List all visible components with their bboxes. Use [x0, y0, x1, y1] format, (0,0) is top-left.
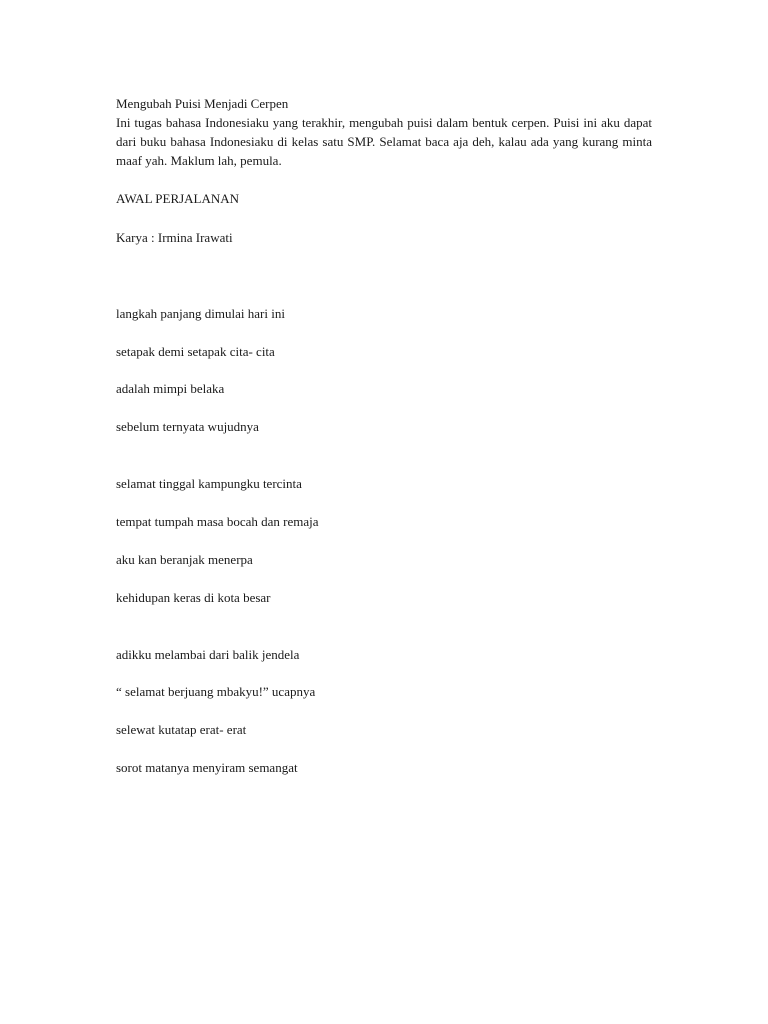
poem-line: sorot matanya menyiram semangat	[116, 760, 298, 775]
intro-block	[116, 94, 652, 170]
poem-line: kehidupan keras di kota besar	[116, 590, 271, 605]
poem-line: langkah panjang dimulai hari ini	[116, 306, 285, 321]
poem-line: setapak demi setapak cita- cita	[116, 344, 275, 359]
poem-line: sebelum ternyata wujudnya	[116, 419, 259, 434]
poem-line: “ selamat berjuang mbakyu!” ucapnya	[116, 684, 316, 699]
document-title: Mengubah Puisi Menjadi Cerpen	[116, 96, 289, 111]
poem-line: aku kan beranjak menerpa	[116, 552, 253, 567]
poem-line: selewat kutatap erat- erat	[116, 722, 247, 737]
poem-line: selamat tinggal kampungku tercinta	[116, 476, 302, 491]
poem-line: tempat tumpah masa bocah dan remaja	[116, 514, 319, 529]
poem-line: adalah mimpi belaka	[116, 381, 225, 396]
intro-paragraph: Ini tugas bahasa Indonesiaku yang terakhir, mengubah puisi dalam bentuk cerpen. Puisi ini aku dapat dari buku bahasa Indonesiaku di kelas satu SMP. Selamat baca aja deh, kalau ada yang kurang minta maaf yah. Maklum lah, pemula.	[116, 115, 652, 168]
poem-author: Karya : Irmina Irawati	[116, 230, 233, 245]
poem-title: AWAL PERJALANAN	[116, 191, 240, 206]
poem-line: adikku melambai dari balik jendela	[116, 647, 300, 662]
